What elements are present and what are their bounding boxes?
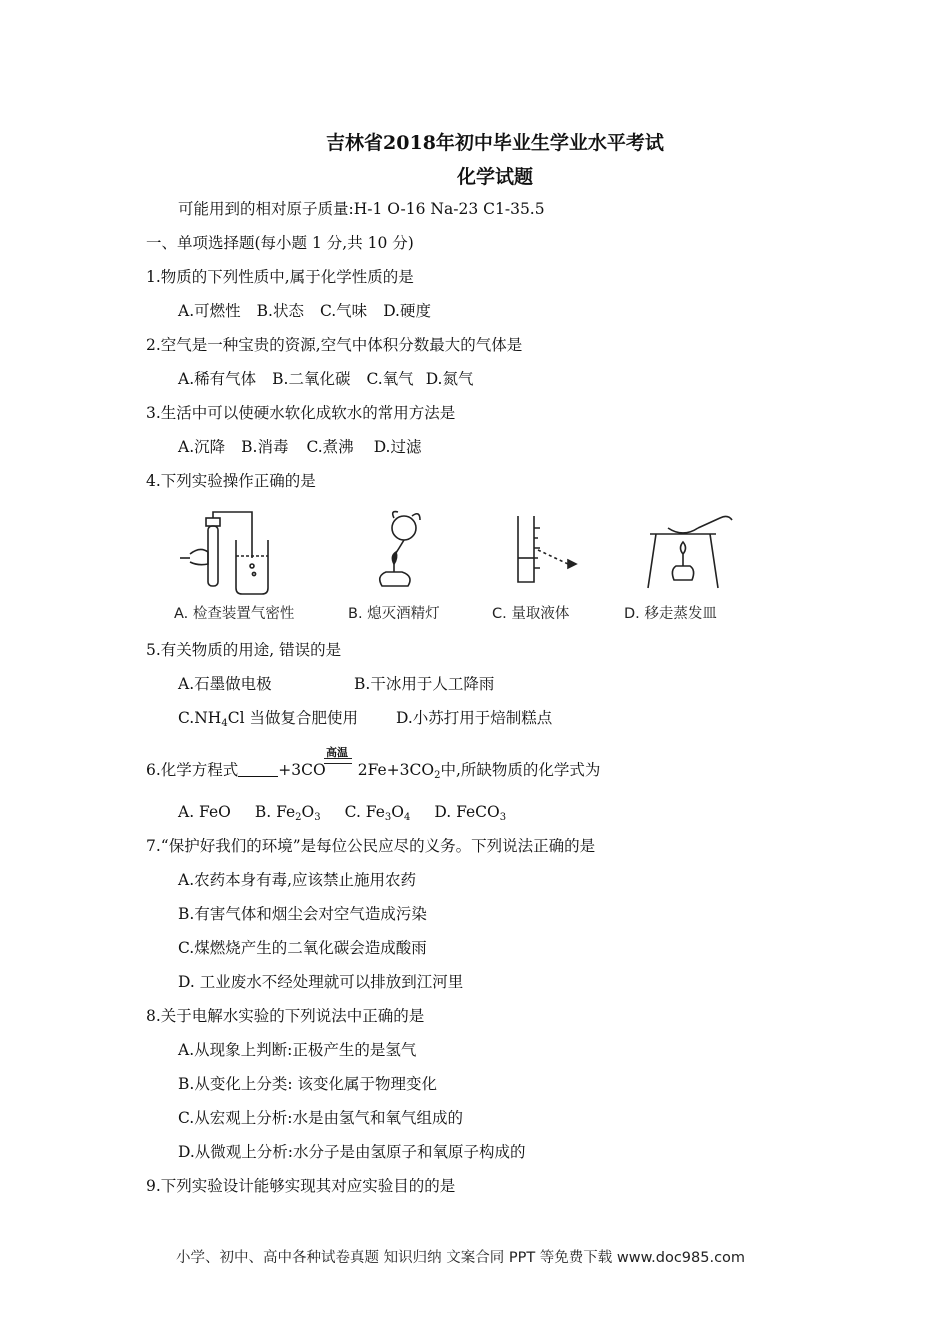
q6-condition: 高温 <box>326 746 348 759</box>
q7-option-b: B.有害气体和烟尘会对空气造成污染 <box>178 905 427 923</box>
q8-option-a: A.从现象上判断:正极产生的是氢气 <box>178 1041 417 1059</box>
q4-figures <box>170 506 750 634</box>
q6-stem-post2: 中,所缺物质的化学式为 <box>440 761 601 779</box>
figure-a-caption: A. 检查装置气密性 <box>174 606 295 622</box>
q6-options <box>178 802 506 822</box>
evaporating-dish-icon <box>620 506 760 602</box>
q1-option-b: B.状态 <box>256 302 304 320</box>
q1-options <box>178 301 431 321</box>
q6-d-sub: 3 <box>499 812 507 823</box>
q6-b-pre: B. Fe <box>254 803 296 821</box>
q7-stem: 7.“保护好我们的环境”是每位公民应尽的义务。下列说法正确的是 <box>146 837 596 855</box>
q5-stem: 5.有关物质的用途, 错误的是 <box>146 641 342 659</box>
q5-c-sub: 4 <box>221 718 228 729</box>
q6-stem-pre: 6.化学方程式 <box>146 761 239 779</box>
q4-stem: 4.下列实验操作正确的是 <box>146 472 316 490</box>
q1-option-c: C.气味 <box>319 302 368 320</box>
q1-option-a: A.可燃性 <box>178 302 241 320</box>
q3-option-a: A.沉降 <box>178 438 226 456</box>
q9-stem: 9.下列实验设计能够实现其对应实验目的的是 <box>146 1177 456 1195</box>
exam-title: 吉林省2018年初中毕业生学业水平考试 <box>326 132 664 154</box>
q1-stem: 1.物质的下列性质中,属于化学性质的是 <box>146 268 414 286</box>
figure-d <box>620 506 760 634</box>
figure-c <box>488 506 628 634</box>
q6-blank <box>238 762 278 777</box>
q2-option-b: B.二氧化碳 <box>272 370 351 388</box>
q6-c-sub1: 3 <box>384 812 392 823</box>
q1-option-d: D.硬度 <box>383 302 431 320</box>
q3-stem: 3.生活中可以使硬水软化成软水的常用方法是 <box>146 404 456 422</box>
q6-stem-sub: 2 <box>434 770 441 781</box>
q2-option-d: D.氮气 <box>425 370 474 388</box>
airtightness-apparatus-icon <box>170 506 310 602</box>
q6-option-b <box>255 802 321 822</box>
q5-option-c <box>178 708 358 728</box>
q5-c-pre: C.NH <box>178 709 222 727</box>
q8-option-d: D.从微观上分析:水分子是由氢原子和氧原子构成的 <box>178 1143 526 1161</box>
q6-d-pre: D. FeCO <box>434 803 500 821</box>
q8-stem: 8.关于电解水实验的下列说法中正确的是 <box>146 1007 425 1025</box>
section-heading: 一、单项选择题(每小题 1 分,共 10 分) <box>146 234 414 252</box>
q2-options <box>178 369 474 389</box>
q7-option-a: A.农药本身有毒,应该禁止施用农药 <box>178 871 417 889</box>
q2-option-c: C.氧气 <box>366 370 414 388</box>
q6-c-pre: C. Fe <box>344 803 385 821</box>
figure-c-caption: C. 量取液体 <box>492 606 570 622</box>
q6-stem-post1: 2Fe+3CO <box>357 761 435 779</box>
q6-c-sub2: 4 <box>403 812 411 823</box>
figure-d-caption: D. 移走蒸发皿 <box>624 606 717 622</box>
q5-option-a: A.石墨做电极 <box>178 675 272 693</box>
figure-a <box>170 506 310 634</box>
q5-option-b: B.干冰用于人工降雨 <box>354 675 495 693</box>
q5-option-d: D.小苏打用于焙制糕点 <box>396 709 553 727</box>
q6-option-c <box>345 802 411 822</box>
q6-option-d <box>434 802 506 822</box>
q7-option-c: C.煤燃烧产生的二氧化碳会造成酸雨 <box>178 939 427 957</box>
q3-option-c: C.煮沸 <box>306 438 354 456</box>
q6-option-a: A. FeO <box>178 803 231 821</box>
page-footer[interactable]: 小学、初中、高中各种试卷真题 知识归纳 文案合同 PPT 等免费下载 www.doc985.com <box>176 1250 746 1266</box>
q6-b-sub1: 2 <box>295 812 302 823</box>
atomic-masses: 可能用到的相对原子质量:H-1 O-16 Na-23 C1-35.5 <box>178 200 545 218</box>
q3-option-d: D.过滤 <box>373 438 422 456</box>
q6-stem-mid: +3CO <box>278 761 326 779</box>
q3-option-b: B.消毒 <box>241 438 289 456</box>
q8-option-c: C.从宏观上分析:水是由氢气和氧气组成的 <box>178 1109 463 1127</box>
q6-stem <box>146 760 600 780</box>
graduated-cylinder-icon <box>488 506 628 602</box>
figure-b-caption: B. 熄灭酒精灯 <box>348 606 440 622</box>
q5-c-post: Cl 当做复合肥使用 <box>227 709 358 727</box>
alcohol-lamp-icon <box>342 506 482 602</box>
q6-b-sub2: 3 <box>314 812 321 823</box>
q2-stem: 2.空气是一种宝贵的资源,空气中体积分数最大的气体是 <box>146 336 523 354</box>
figure-b <box>342 506 482 634</box>
q7-option-d: D. 工业废水不经处理就可以排放到江河里 <box>178 973 464 991</box>
q6-b-mid: O <box>301 803 315 821</box>
q3-options <box>178 437 422 457</box>
exam-subtitle: 化学试题 <box>456 166 533 188</box>
q8-option-b: B.从变化上分类: 该变化属于物理变化 <box>178 1075 437 1093</box>
q2-option-a: A.稀有气体 <box>178 370 257 388</box>
q6-c-mid: O <box>391 803 404 821</box>
